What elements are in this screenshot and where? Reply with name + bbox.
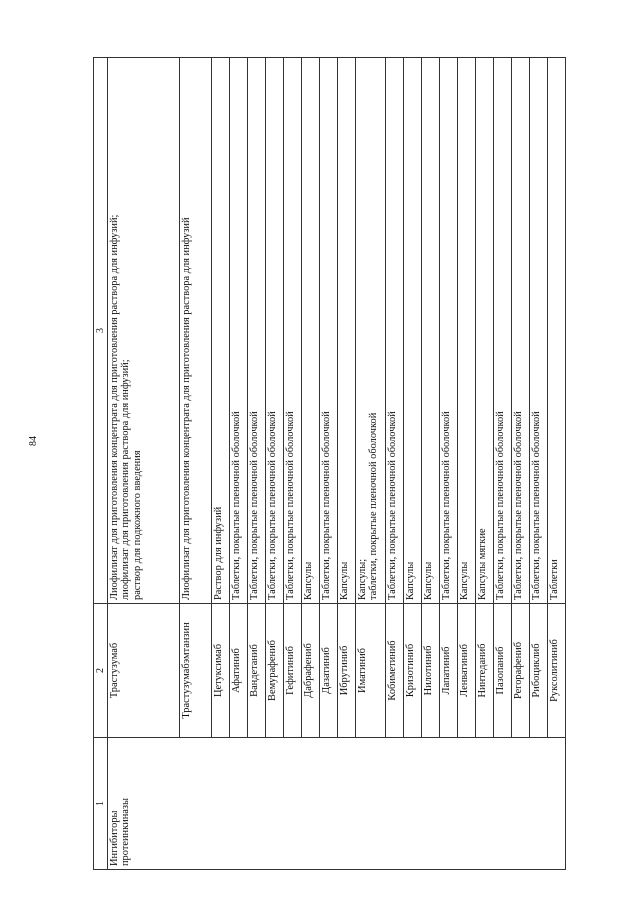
dosage-form-cell: Таблетки, покрытые пленочной оболочкой xyxy=(284,58,302,604)
drug-name-cell: Трастузумаб xyxy=(108,604,180,738)
table-row xyxy=(108,58,180,870)
dosage-form-cell: Капсулы мягкие xyxy=(476,58,494,604)
dosage-form-cell: Капсулы xyxy=(422,58,440,604)
drug-name-cell: Афатиниб xyxy=(230,604,248,738)
dosage-form-cell: Таблетки, покрытые пленочной оболочкой xyxy=(266,58,284,604)
drug-name-cell: Гефитиниб xyxy=(284,604,302,738)
drug-name-cell: Рибоциклиб xyxy=(530,604,548,738)
dosage-form-cell: Капсулы xyxy=(404,58,422,604)
dosage-form-cell: Лиофилизат для приготовления концентрата для приготовления раствора для инфузий; лиофилизат для приготовления раствора для инфузий; раствор для подкожного введения xyxy=(108,58,180,604)
dosage-form-cell: Раствор для инфузий xyxy=(212,58,230,604)
dosage-form-cell: Таблетки xyxy=(548,58,566,604)
rotated-page-content xyxy=(93,58,563,870)
drug-name-cell: Вемурафениб xyxy=(266,604,284,738)
header-row xyxy=(94,58,108,870)
group-label: Ингибиторы протеинкиназы xyxy=(108,738,566,870)
drug-name-cell: Иматиниб xyxy=(356,604,386,738)
drug-name-cell: Ленватиниб xyxy=(458,604,476,738)
dosage-form-cell: Таблетки, покрытые пленочной оболочкой xyxy=(230,58,248,604)
drug-name-cell: Дабрафениб xyxy=(302,604,320,738)
drug-table xyxy=(93,57,566,870)
drug-name-cell: Трастузумабэмтанзин xyxy=(180,604,212,738)
drug-name-cell: Кризотиниб xyxy=(404,604,422,738)
drug-name-cell: Дазатиниб xyxy=(320,604,338,738)
dosage-form-cell: Лиофилизат для приготовления концентрата для приготовления раствора для инфузий xyxy=(180,58,212,604)
drug-name-cell: Нилотиниб xyxy=(422,604,440,738)
dosage-form-cell: Капсулы xyxy=(302,58,320,604)
dosage-form-cell: Таблетки, покрытые пленочной оболочкой xyxy=(386,58,404,604)
dosage-form-cell: Капсулы xyxy=(338,58,356,604)
header-col-1: 1 xyxy=(94,738,108,870)
drug-name-cell: Цетуксимаб xyxy=(212,604,230,738)
drug-name-cell: Вандетаниб xyxy=(248,604,266,738)
drug-name-cell: Лапатиниб xyxy=(440,604,458,738)
drug-table-body xyxy=(94,58,566,870)
dosage-form-cell: Таблетки, покрытые пленочной оболочкой xyxy=(248,58,266,604)
page-number: 84 xyxy=(28,436,39,446)
dosage-form-cell: Таблетки, покрытые пленочной оболочкой xyxy=(530,58,548,604)
header-col-3: 3 xyxy=(94,58,108,604)
drug-name-cell: Кобиметиниб xyxy=(386,604,404,738)
drug-name-cell: Руксолитиниб xyxy=(548,604,566,738)
drug-name-cell: Ибрутиниб xyxy=(338,604,356,738)
dosage-form-cell: Таблетки, покрытые пленочной оболочкой xyxy=(494,58,512,604)
dosage-form-cell: Таблетки, покрытые пленочной оболочкой xyxy=(512,58,530,604)
header-col-2: 2 xyxy=(94,604,108,738)
drug-name-cell: Нинтеданиб xyxy=(476,604,494,738)
dosage-form-cell: Таблетки, покрытые пленочной оболочкой xyxy=(440,58,458,604)
dosage-form-cell: Таблетки, покрытые пленочной оболочкой xyxy=(320,58,338,604)
drug-name-cell: Регорафениб xyxy=(512,604,530,738)
dosage-form-cell: Капсулы; таблетки, покрытые пленочной оболочкой xyxy=(356,58,386,604)
dosage-form-cell: Капсулы xyxy=(458,58,476,604)
drug-name-cell: Пазопаниб xyxy=(494,604,512,738)
